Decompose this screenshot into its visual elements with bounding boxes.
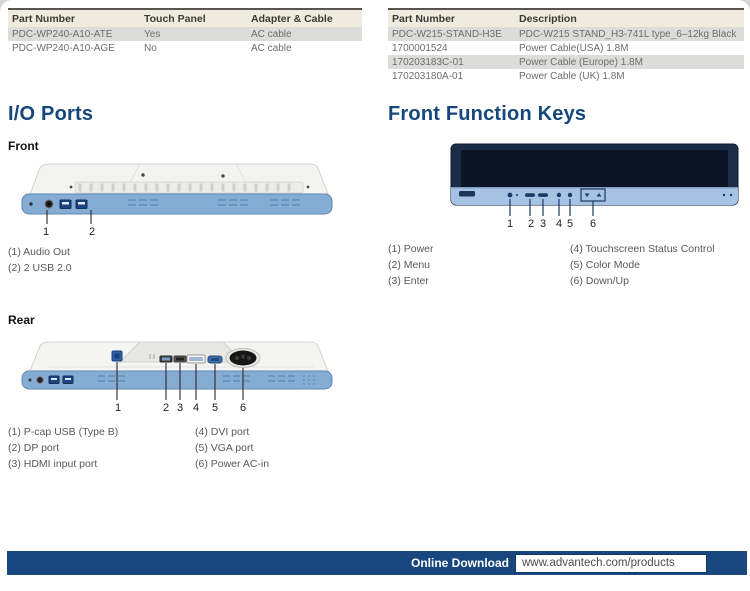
online-download-label: Online Download [411,556,509,570]
callout-1: 1 [114,402,122,414]
bezel-mark [723,194,725,196]
cell-adapter-cable: AC cable [247,27,362,41]
label-dp-port: (2) DP port [8,442,60,454]
cell-description: Power Cable(USA) 1.8M [519,42,629,54]
col-header-adapter-cable: Adapter & Cable [247,9,362,27]
rear-port-labels-right [195,424,269,472]
vga-port [208,356,222,363]
usb-port [60,200,71,209]
cell-description: PDC-W215 STAND_H3-741L type_6–12kg Black [515,27,744,41]
function-keys-title: Front Function Keys [388,103,587,125]
col-header-part-number: Part Number [388,9,515,27]
usb-port [49,376,59,384]
cell-part-number: PDC-WP240-A10-AGE [12,42,115,54]
col-header-part-number: Part Number [8,9,140,27]
cable-lock-hole [29,379,32,382]
callout-3: 3 [539,218,547,230]
label-hdmi-port: (3) HDMI input port [8,458,98,470]
power-led [516,194,518,196]
online-download-bar [7,551,747,575]
callout-6: 6 [589,218,597,230]
bezel-mark [730,194,732,196]
callout-2: 2 [162,402,170,414]
cell-adapter-cable: AC cable [251,42,292,54]
screw-hole [70,186,73,189]
color-mode-button [568,193,572,197]
ordering-table-right [388,8,744,83]
enter-button [538,193,548,197]
rear-port-labels-left [8,424,118,472]
callout-4: 4 [192,402,200,414]
function-keys-illustration [450,143,740,233]
menu-button [525,193,535,197]
label-touchscreen-status: (4) Touchscreen Status Control [570,243,715,255]
dvi-port [187,355,205,363]
ordering-table-left [8,8,362,55]
table-header-row [8,9,362,27]
callout-4: 4 [555,218,563,230]
monitor-screen [461,150,728,187]
table-row [8,41,362,55]
table-row [388,41,744,55]
table-header-row [388,9,744,27]
screw-hole [221,174,224,177]
power-button [508,193,513,198]
front-ports-photo [18,158,348,238]
audio-jack-hole [48,203,51,206]
usb-type-b-port [112,351,122,361]
label-down-up: (6) Down/Up [570,275,629,287]
cell-part-number: 1700001524 [392,42,448,54]
callout-2: 2 [88,226,96,238]
callout-3: 3 [176,402,184,414]
dp-port [160,356,172,362]
screw-hole [307,186,310,189]
callout-5: 5 [566,218,574,230]
label-pcap-usb: (1) P-cap USB (Type B) [8,426,119,438]
table-row [388,69,744,83]
label-color-mode: (5) Color Mode [570,259,641,271]
power-ac-in [226,349,260,368]
bezel-shadow-line [451,187,738,188]
download-url[interactable]: www.advantech.com/products [515,554,707,573]
callout-5: 5 [211,402,219,414]
callout-2: 2 [527,218,535,230]
cable-lock-hole [29,202,32,205]
function-key-labels-left [388,241,434,289]
audio-jack [37,377,43,383]
callout-1: 1 [42,226,50,238]
cell-part-number: 170203180A-01 [392,70,464,82]
bezel-strip [451,187,738,205]
table-row [388,27,744,41]
hdmi-port [174,356,186,362]
usb-port [63,376,73,384]
table-row [8,27,362,41]
cell-part-number: PDC-W215-STAND-H3E [388,27,515,41]
col-header-touch-panel: Touch Panel [140,9,247,27]
cell-touch-panel: Yes [140,27,247,41]
table-row [388,55,744,69]
function-key-labels-right [570,241,715,289]
callout-1: 1 [506,218,514,230]
usb-port [76,200,87,209]
touchscreen-status-button [557,193,561,197]
label-enter: (3) Enter [388,275,429,287]
front-port-labels [8,244,72,276]
rear-ports-photo [18,332,348,416]
cell-part-number: PDC-WP240-A10-ATE [8,27,140,41]
cell-description: Power Cable (UK) 1.8M [519,70,625,82]
label-usb: (2) 2 USB 2.0 [8,262,72,274]
cell-part-number: 170203183C-01 [388,55,515,69]
col-header-description: Description [515,9,744,27]
label-audio-out: (1) Audio Out [8,246,70,258]
screw-hole [141,173,144,176]
callout-6: 6 [239,402,247,414]
rear-subheading: Rear [8,313,35,327]
label-power: (1) Power [388,243,434,255]
label-dvi-port: (4) DVI port [195,426,250,438]
io-ports-title: I/O Ports [8,103,94,125]
advantech-logo [459,191,475,197]
cell-touch-panel: No [144,42,157,54]
label-menu: (2) Menu [388,259,431,271]
cell-description: Power Cable (Europe) 1.8M [515,55,744,69]
label-vga-port: (5) VGA port [195,442,254,454]
front-subheading: Front [8,139,39,153]
label-power-ac-in: (6) Power AC-in [195,458,270,470]
